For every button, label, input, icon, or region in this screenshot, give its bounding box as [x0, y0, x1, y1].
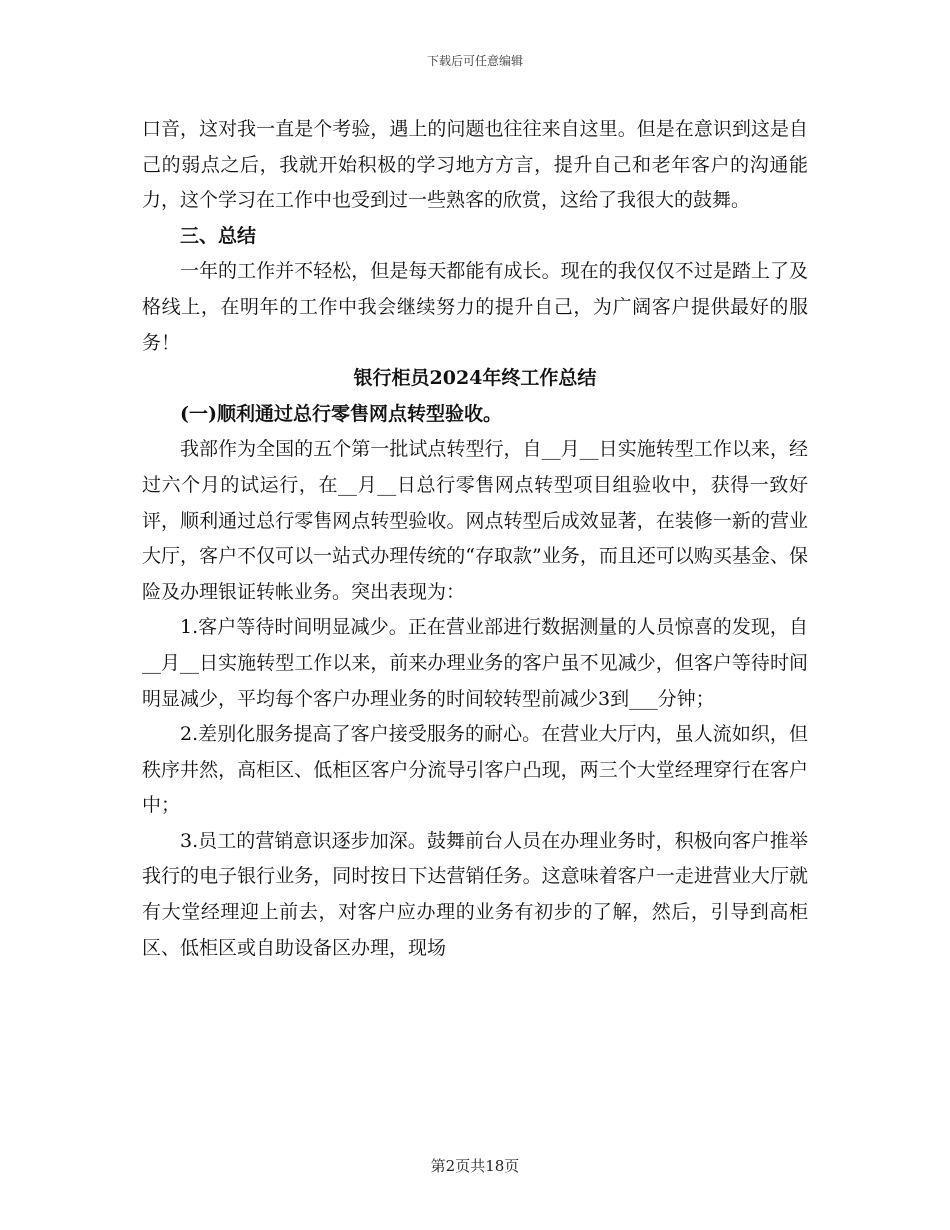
page-footer: 第2页共18页 [430, 1157, 520, 1175]
document-title: 银行柜员2024年终工作总结 [353, 367, 597, 390]
list-item-1: 1.客户等待时间明显减少。正在营业部进行数据测量的人员惊喜的发现，自__月__日实施转型工作以来，前来办理业务的客户虽不见减少，但客户等待时间明显减少，平均每个客户办理业务的时间较转型前减少3到___分钟； [142, 616, 808, 710]
list-item-2: 2.差别化服务提高了客户接受服务的耐心。在营业大厅内，虽人流如织，但秩序井然，高柜区、低柜区客户分流导引客户凸现，两三个大堂经理穿行在客户中； [142, 723, 808, 817]
paragraph-transformation: 我部作为全国的五个第一批试点转型行，自__月__日实施转型工作以来，经过六个月的试运行，在__月__日总行零售网点转型项目组验收中，获得一致好评，顺利通过总行零售网点转型验收。网点转型后成效显著，在装修一新的营业大厅，客户不仅可以一站式办理传统的“存取款”业务，而且还可以购买基金、保险及办理银证转帐业务。突出表现为： [142, 438, 808, 603]
document-body [142, 112, 808, 966]
section-heading-summary: 三、总结 [180, 224, 257, 247]
subsection-heading: (一)顺利通过总行零售网点转型验收。 [180, 402, 502, 425]
list-item-3: 3.员工的营销意识逐步加深。鼓舞前台人员在办理业务时，积极向客户推举我行的电子银行业务，同时按日下达营销任务。这意味着客户一走进营业大厅就有大堂经理迎上前去，对客户应办理的业务有初步的了解，然后，引导到高柜区、低柜区或自助设备区办理，现场 [142, 829, 808, 959]
page-header: 下载后可任意编辑 [426, 54, 523, 68]
paragraph-summary: 一年的工作并不轻松，但是每天都能有成长。现在的我仅仅不过是踏上了及格线上，在明年的工作中我会继续努力的提升自己，为广阔客户提供最好的服务！ [142, 260, 808, 354]
paragraph-continuation: 口音，这对我一直是个考验，遇上的问题也往往来自这里。但是在意识到这是自己的弱点之后，我就开始积极的学习地方方言，提升自己和老年客户的沟通能力，这个学习在工作中也受到过一些熟客的欣赏，这给了我很大的鼓舞。 [142, 118, 808, 212]
